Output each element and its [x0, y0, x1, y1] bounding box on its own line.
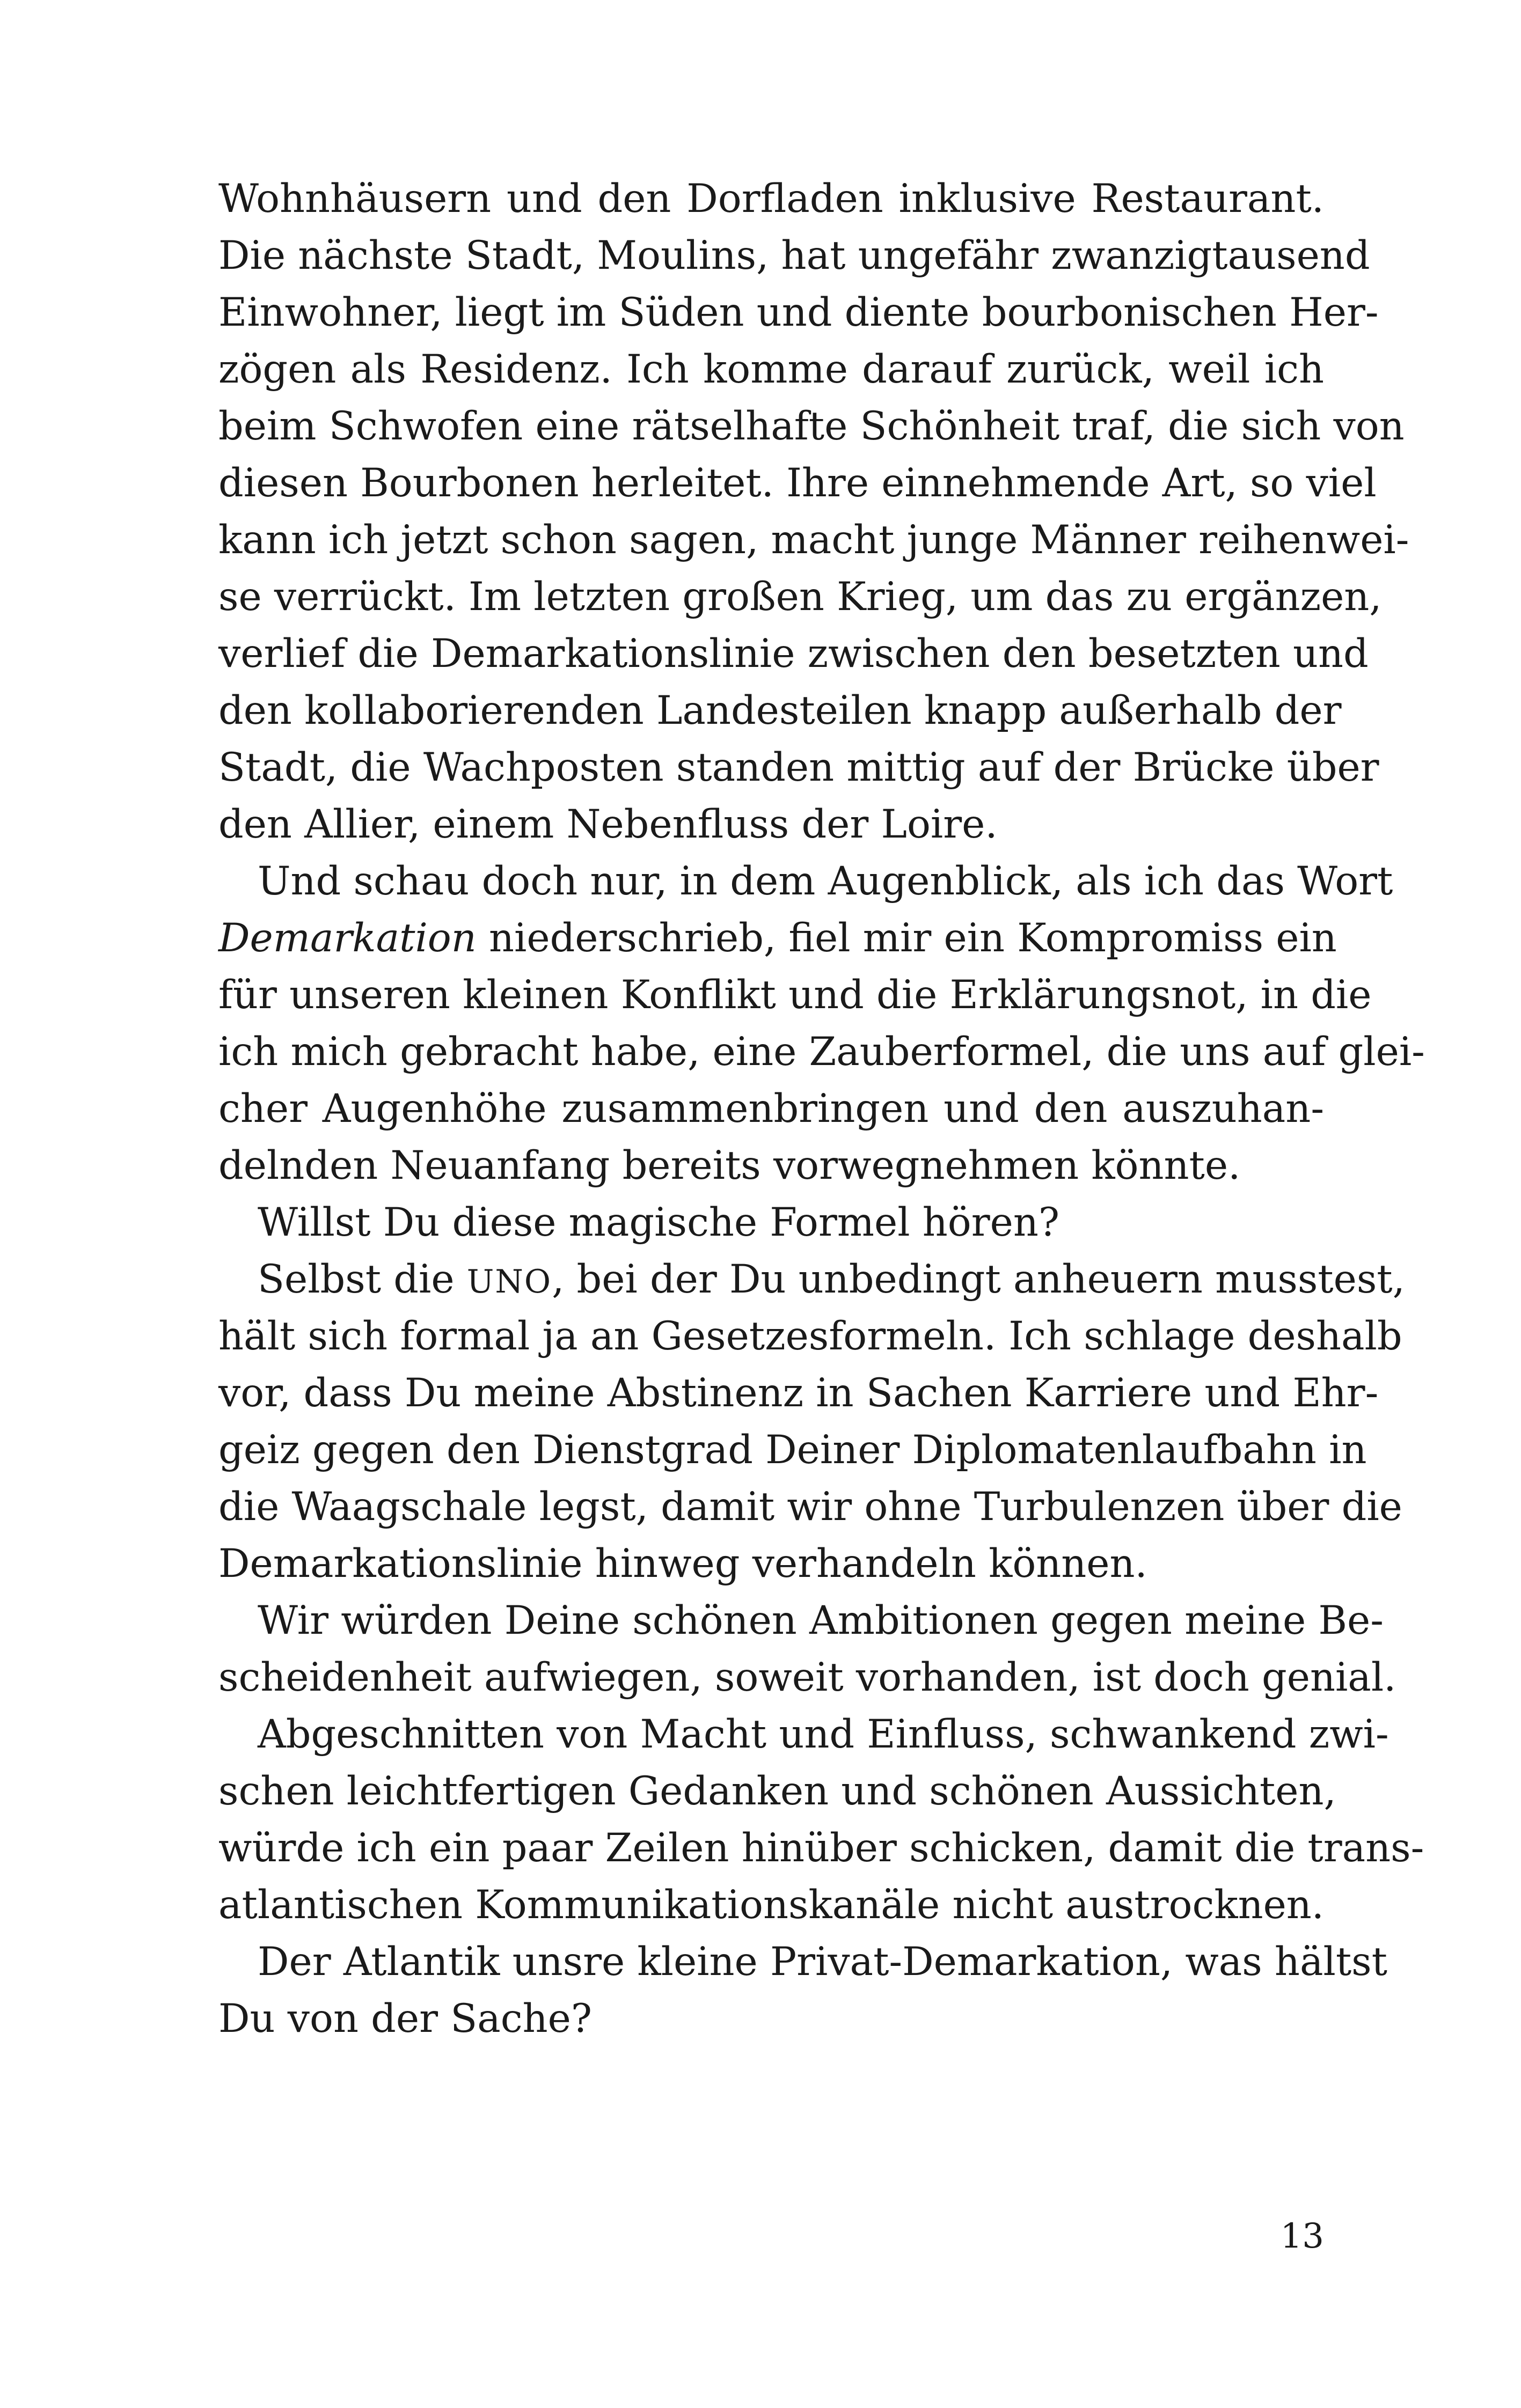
smallcaps-word: UNO — [466, 1263, 552, 1301]
text-span: , bei der Du unbedingt anheuern musstest, — [552, 1257, 1405, 1302]
text-line: beim Schwofen eine rätselhafte Schönheit traf, die sich von — [218, 403, 1405, 449]
text-line: kann ich jetzt schon sagen, macht junge Männer reihenwei- — [218, 517, 1409, 563]
text-line: scheidenheit aufwiegen, soweit vorhanden, ist doch genial. — [218, 1655, 1396, 1700]
text-line: die Waagschale legst, damit wir ohne Turbulenzen über die — [218, 1484, 1402, 1530]
text-line: würde ich ein paar Zeilen hinüber schicken, damit die trans- — [218, 1825, 1424, 1871]
text-line: se verrückt. Im letzten großen Krieg, um das zu ergänzen, — [218, 574, 1382, 620]
text-line: ich mich gebracht habe, eine Zauberformel, die uns auf glei- — [218, 1029, 1425, 1075]
text-line: geiz gegen den Dienstgrad Deiner Diplomatenlaufbahn in — [218, 1427, 1367, 1473]
text-line: hält sich formal ja an Gesetzesformeln. Ich schlage deshalb — [218, 1313, 1402, 1359]
text-line: vor, dass Du meine Abstinenz in Sachen Karriere und Ehr- — [218, 1370, 1379, 1416]
text-line: zögen als Residenz. Ich komme darauf zurück, weil ich — [218, 347, 1324, 392]
text-line: den kollaborierenden Landesteilen knapp außerhalb der — [218, 688, 1342, 733]
text-line: Wohnhäusern und den Dorfladen inklusive Restaurant. — [218, 176, 1324, 222]
text-line-with-smallcaps — [218, 1251, 1405, 1308]
text-line: Und schau doch nur, in dem Augenblick, als ich das Wort — [258, 858, 1393, 904]
text-line: Abgeschnitten von Macht und Einfluss, schwankend zwi- — [258, 1712, 1389, 1757]
text-line: Die nächste Stadt, Moulins, hat ungefähr zwanzigtausend — [218, 233, 1370, 278]
text-span: Selbst die — [258, 1257, 455, 1302]
text-line: Wir würden Deine schönen Ambitionen gegen meine Be- — [258, 1598, 1384, 1643]
text-line: Willst Du diese magische Formel hören? — [258, 1200, 1059, 1245]
text-span: niederschrieb, fiel mir ein Kompromiss ein — [489, 915, 1337, 961]
text-line: atlantischen Kommunikationskanäle nicht austrocknen. — [218, 1882, 1325, 1928]
text-line: Der Atlantik unsre kleine Privat-Demarkation, was hältst — [258, 1939, 1387, 1985]
text-line: Stadt, die Wachposten standen mittig auf der Brücke über — [218, 745, 1379, 790]
text-line: diesen Bourbonen herleitet. Ihre einnehmende Art, so viel — [218, 460, 1377, 506]
text-line: verlief die Demarkationslinie zwischen den besetzten und — [218, 631, 1369, 677]
text-line: Demarkationslinie hinweg verhandeln können. — [218, 1541, 1147, 1587]
page-number: 13 — [1280, 2216, 1324, 2256]
text-line: Du von der Sache? — [218, 1996, 592, 2042]
text-line: schen leichtfertigen Gedanken und schönen Aussichten, — [218, 1768, 1336, 1814]
text-line: cher Augenhöhe zusammenbringen und den auszuhan- — [218, 1086, 1324, 1132]
text-line: Einwohner, liegt im Süden und diente bourbonischen Her- — [218, 290, 1379, 335]
text-line-with-italic — [218, 910, 1337, 967]
text-line: für unseren kleinen Konflikt und die Erklärungsnot, in die — [218, 972, 1372, 1018]
text-line: den Allier, einem Nebenfluss der Loire. — [218, 802, 998, 847]
text-line: delnden Neuanfang bereits vorwegnehmen könnte. — [218, 1143, 1241, 1188]
italic-word: Demarkation — [218, 915, 477, 961]
body-text — [218, 171, 1425, 2047]
